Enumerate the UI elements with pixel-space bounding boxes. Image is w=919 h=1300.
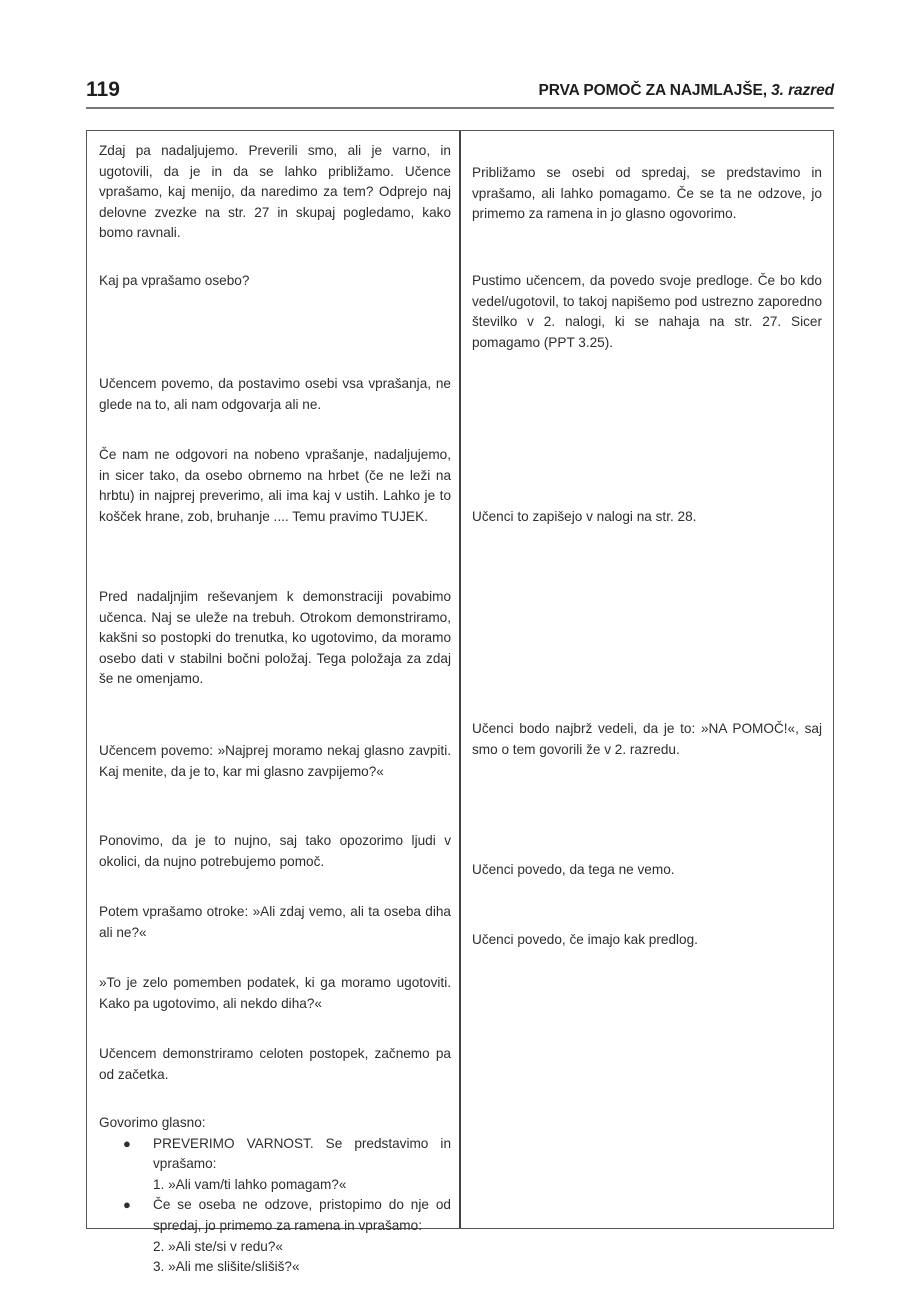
- left-paragraph-repeat: Ponovimo, da je to nujno, saj tako opozorimo ljudi v okolici, da nujno potrebujemo pomoč.: [99, 833, 451, 869]
- step-text: Če se oseba ne odzove, pristopimo do nje od spredaj, jo primemo za ramena in vprašamo:: [153, 1197, 451, 1233]
- left-steps: [99, 1113, 451, 1278]
- running-title-grade: 3. razred: [771, 82, 834, 99]
- bullet-icon: ●: [123, 1197, 131, 1213]
- step-question: 2. »Ali ste/si v redu?«: [153, 1238, 283, 1254]
- page-number: 119: [86, 78, 120, 101]
- header-rule: [86, 107, 834, 109]
- left-paragraph-question: Kaj pa vprašamo osebo?: [99, 273, 250, 288]
- step-item: [99, 1195, 451, 1277]
- right-paragraph-na-pomoc: Učenci bodo najbrž vedeli, da je to: »NA POMOČ!«, saj smo o tem govorili že v 2. razredu.: [472, 721, 822, 757]
- bullet-icon: ●: [123, 1135, 131, 1151]
- step-question: 1. »Ali vam/ti lahko pomagam?«: [153, 1176, 347, 1192]
- left-paragraph-breathing-question: Potem vprašamo otroke: »Ali zdaj vemo, ali ta oseba diha ali ne?«: [99, 904, 451, 940]
- right-paragraph-approach: Približamo se osebi od spredaj, se predstavimo in vprašamo, ali lahko pomagamo. Če se ta ne odzove, jo primemo za ramena in jo glasno ogovorimo.: [472, 165, 822, 222]
- left-paragraph-intro: Zdaj pa nadaljujemo. Preverili smo, ali je varno, in ugotovili, da je in da se lahko približamo. Učence vprašamo, kaj menijo, da naredimo za tem? Odprejo naj delovne zvezke na str. 27 in skupaj pogledamo, kako bomo ravnali.: [99, 143, 451, 241]
- right-paragraph-suggestions: Pustimo učencem, da povedo svoje predloge. Če bo kdo vedel/ugotovil, to takoj napišemo pod ustrezno zaporedno številko v 2. nalogi, ki se nahaja na str. 27. Sicer pomagamo (PPT 3.25).: [472, 273, 822, 350]
- right-paragraph-suggestion: Učenci povedo, če imajo kak predlog.: [472, 932, 698, 947]
- left-paragraph-no-answer: Če nam ne odgovori na nobeno vprašanje, nadaljujemo, in sicer tako, da osebo obrnemo na hrbet (če ne leži na hrbtu) in najprej preverimo, ali ima kaj v ustih. Lahko je to košček hrane, zob, bruhanje .... Temu pravimo TUJEK.: [99, 447, 451, 524]
- running-title: [539, 82, 834, 100]
- lesson-table: [86, 130, 834, 1275]
- page-header: [86, 74, 834, 110]
- right-paragraph-dont-know: Učenci povedo, da tega ne vemo.: [472, 862, 675, 877]
- left-paragraph-demonstration: Pred nadaljnjim reševanjem k demonstraciji povabimo učenca. Naj se uleže na trebuh. Otrokom demonstriramo, kakšni so postopki do trenutka, ko ugotovimo, da moramo osebo dati v stabilni bočni položaj. Tega položaja za zdaj še ne omenjamo.: [99, 589, 451, 687]
- step-item: [99, 1134, 451, 1196]
- steps-list: [99, 1134, 451, 1278]
- left-paragraph-ask-all: Učencem povemo, da postavimo osebi vsa vprašanja, ne glede na to, ali nam odgovarja ali ne.: [99, 376, 451, 412]
- running-title-main: PRVA POMOČ ZA NAJMLAJŠE,: [538, 82, 767, 99]
- step-question: 3. »Ali me slišite/slišiš?«: [153, 1259, 300, 1275]
- left-paragraph-full-procedure: Učencem demonstriramo celoten postopek, začnemo pa od začetka.: [99, 1046, 451, 1082]
- left-paragraph-shout: Učencem povemo: »Najprej moramo nekaj glasno zavpiti. Kaj menite, da je to, kar mi glasno zavpijemo?«: [99, 743, 451, 779]
- steps-intro: Govorimo glasno:: [99, 1115, 206, 1130]
- left-paragraph-important: »To je zelo pomemben podatek, ki ga moramo ugotoviti. Kako pa ugotovimo, ali nekdo diha?«: [99, 975, 451, 1011]
- step-text: PREVERIMO VARNOST. Se predstavimo in vprašamo:: [153, 1135, 451, 1172]
- right-paragraph-write-down: Učenci to zapišejo v nalogi na str. 28.: [472, 509, 697, 524]
- column-divider: [459, 131, 461, 1228]
